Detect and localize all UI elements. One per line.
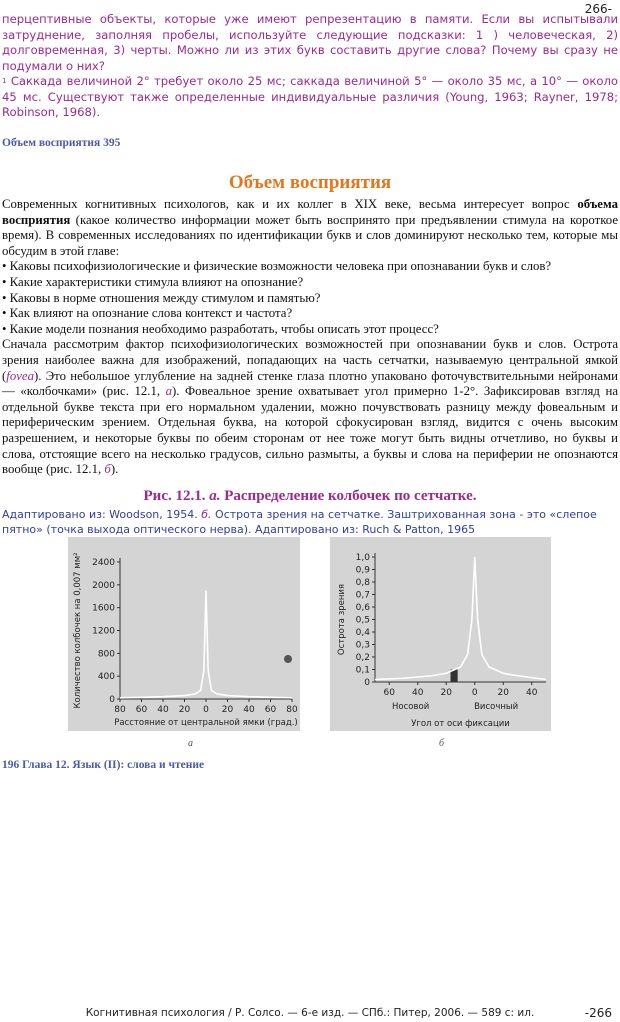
figure-title-number: Рис. 12.1. — [143, 488, 210, 504]
bullet-item: • Какие модели познания необходимо разработать, чтобы описать этот процесс? — [2, 321, 439, 336]
body-text: Сначала рассмотрим фактор психофизиологических возможностей при опознавании букв и слов. Острота зрения наиболее важна для изображений, попадающих на часть сетчатки, называемую центральной ямкой ( — [2, 337, 618, 383]
body-text: ). Фовеальное зрение охватывает угол примерно 1-2°. Зафиксировав взгляд на отдельной букве текста при его нормальном удалении, можно почувствовать разницу между фовеальным и периферическим зрением. Отдельная буква, на которой сфокусирован взгляд, видится с очень высоким разрешением, и некоторые буквы по обеим сторонам от нее тоже могут быть видны отчетливо, но буквы и слова, отстоящие всего на несколько градусов, сильно размыты, а буквы и слова на периферии не опознаются вообще (рис. 12.1, — [2, 384, 618, 477]
figure-title-label: а. — [209, 488, 221, 504]
x-tick-label: 0 — [471, 688, 478, 698]
page-reference-395: Объем восприятия 395 — [2, 137, 121, 149]
y-tick-label: 800 — [97, 649, 115, 660]
x-tick-label: 20 — [497, 688, 509, 698]
page-number-bottom: -266 — [584, 1006, 612, 1020]
region-label-temporal: Височный — [474, 702, 519, 712]
body-paragraph — [2, 337, 618, 477]
preceding-paragraph: перцептивные объекты, которые уже имеют репрезентацию в памяти. Если вы испытывали затруднение, заполняя пробелы, используйте следующие подсказки: 1 ) человеческая, 2) долговременная, 3) черты. Можно ли из этих букв составить другие слова? Почему вы сразу не подумали о них? — [2, 12, 618, 73]
x-tick-label: 60 — [135, 705, 148, 715]
intro-term: объема восприятия — [2, 197, 618, 227]
figure-desc-text: Острота зрения на сетчатке. Заштрихованная зона - это «слепое пятно» (точка выхода оптического нерва). Адаптировано из: Ruch & Patton, 1965 — [2, 508, 597, 536]
chart-cone-distribution — [68, 537, 300, 731]
footnote-text: Саккада величиной 2° требует около 25 мс; саккада величиной 5° — около 35 мс, а 10° — около 45 мс. Существуют также определенные индивидуальные различия (Young, 1963; Rayner, 1978; Robinson, 1968). — [2, 74, 618, 119]
y-tick-label: 0,6 — [355, 603, 370, 613]
x-tick-label: 60 — [383, 688, 395, 698]
page-number-top: 266- — [584, 2, 612, 16]
footer-citation: Когнитивная психология / Р. Солсо. — 6-е изд. — СПб.: Питер, 2006. — 589 с: ил. — [85, 1007, 535, 1019]
footnote-marker: 1 — [2, 77, 7, 85]
x-tick-label: 40 — [157, 705, 169, 715]
page-reference-196: 196 Глава 12. Язык (II): слова и чтение — [2, 759, 205, 771]
chart-visual-acuity — [330, 537, 551, 731]
y-axis-label: Количество колбочек на 0,007 мм² — [73, 552, 83, 709]
y-tick-label: 0 — [109, 695, 115, 705]
y-axis-label: Острота зрения — [337, 583, 347, 656]
x-tick-label: 20 — [221, 705, 234, 715]
chart-a-svg — [68, 537, 300, 731]
body-text: ). Это небольшое углубление на задней стенке глаза плотно упаковано фоточувствительными нейронами — «колбочками» (рис. 12.1, — [2, 368, 618, 399]
y-tick-label: 0,2 — [355, 653, 370, 663]
footnote — [2, 74, 618, 121]
chart-b-sublabel: б — [439, 738, 445, 749]
figure-ref-b: б — [104, 462, 111, 477]
bullet-item: • Каковы в норме отношения между стимулом и памятью? — [2, 290, 321, 305]
data-line — [375, 557, 546, 680]
x-tick-label: 20 — [440, 688, 452, 698]
y-tick-label: 0,1 — [355, 665, 370, 676]
figure-ref-a: а — [165, 384, 173, 399]
body-text: ). — [110, 462, 119, 477]
scan-blot — [284, 655, 292, 663]
intro-paragraph — [2, 197, 618, 259]
fovea-term: fovea — [6, 368, 34, 383]
x-tick-label: 0 — [203, 705, 209, 715]
section-title: Объем восприятия — [228, 172, 392, 193]
data-line — [120, 591, 292, 698]
chart-b-svg — [330, 537, 551, 731]
main-text — [2, 197, 618, 478]
x-tick-label: 40 — [526, 688, 538, 698]
y-tick-label: 1200 — [92, 626, 115, 637]
x-tick-label: 40 — [243, 705, 255, 715]
y-tick-label: 2000 — [92, 580, 115, 591]
preceding-text-block — [2, 12, 618, 121]
chart-a-sublabel: а — [188, 738, 193, 749]
x-tick-label: 20 — [178, 705, 191, 715]
figure-title-text: Распределение колбочек по сетчатке. — [220, 488, 477, 504]
y-tick-label: 0,7 — [355, 590, 370, 601]
figure-desc-text: Адаптировано из: Woodson, 1954. — [2, 508, 202, 521]
y-tick-label: 0,4 — [355, 628, 370, 638]
bullet-item: • Как влияют на опознание слова контекст и частота? — [2, 306, 293, 321]
y-tick-label: 0,3 — [355, 640, 370, 651]
y-tick-label: 1600 — [92, 603, 115, 614]
x-axis-label: Расстояние от центральной ямки (град.) — [114, 718, 298, 728]
x-axis-label: Угол от оси фиксации — [411, 719, 510, 729]
y-tick-label: 0,9 — [355, 565, 370, 576]
x-tick-label: 40 — [412, 688, 424, 698]
x-tick-label: 60 — [264, 705, 277, 715]
intro-text-end: (какое количество информации может быть воспринято при предъявлении стимула на короткое время). В современных исследованиях по идентификации букв и слов доминируют несколько тем, которые мы обсудим в этой главе: — [2, 212, 618, 258]
y-tick-label: 2400 — [92, 558, 115, 568]
intro-text-start: Современных когнитивных психологов, как и их коллег в XIX веке, весьма интересует вопрос — [2, 197, 578, 211]
bullet-item: • Каковы психофизиологические и физические возможности человека при опознавании букв и слов? — [2, 259, 552, 274]
y-tick-label: 1,0 — [355, 553, 370, 563]
figure-title — [0, 488, 620, 505]
y-tick-label: 0,5 — [355, 615, 370, 626]
figure-desc-label: б. — [201, 508, 212, 521]
y-tick-label: 0 — [364, 678, 370, 688]
x-tick-label: 80 — [114, 705, 126, 715]
x-tick-label: 80 — [286, 705, 298, 715]
y-tick-label: 400 — [97, 672, 115, 683]
figure-description — [2, 508, 618, 537]
y-tick-label: 0,8 — [355, 578, 370, 588]
bullet-item: • Какие характеристики стимула влияют на опознание? — [2, 274, 304, 289]
region-label-nasal: Носовой — [392, 702, 430, 712]
